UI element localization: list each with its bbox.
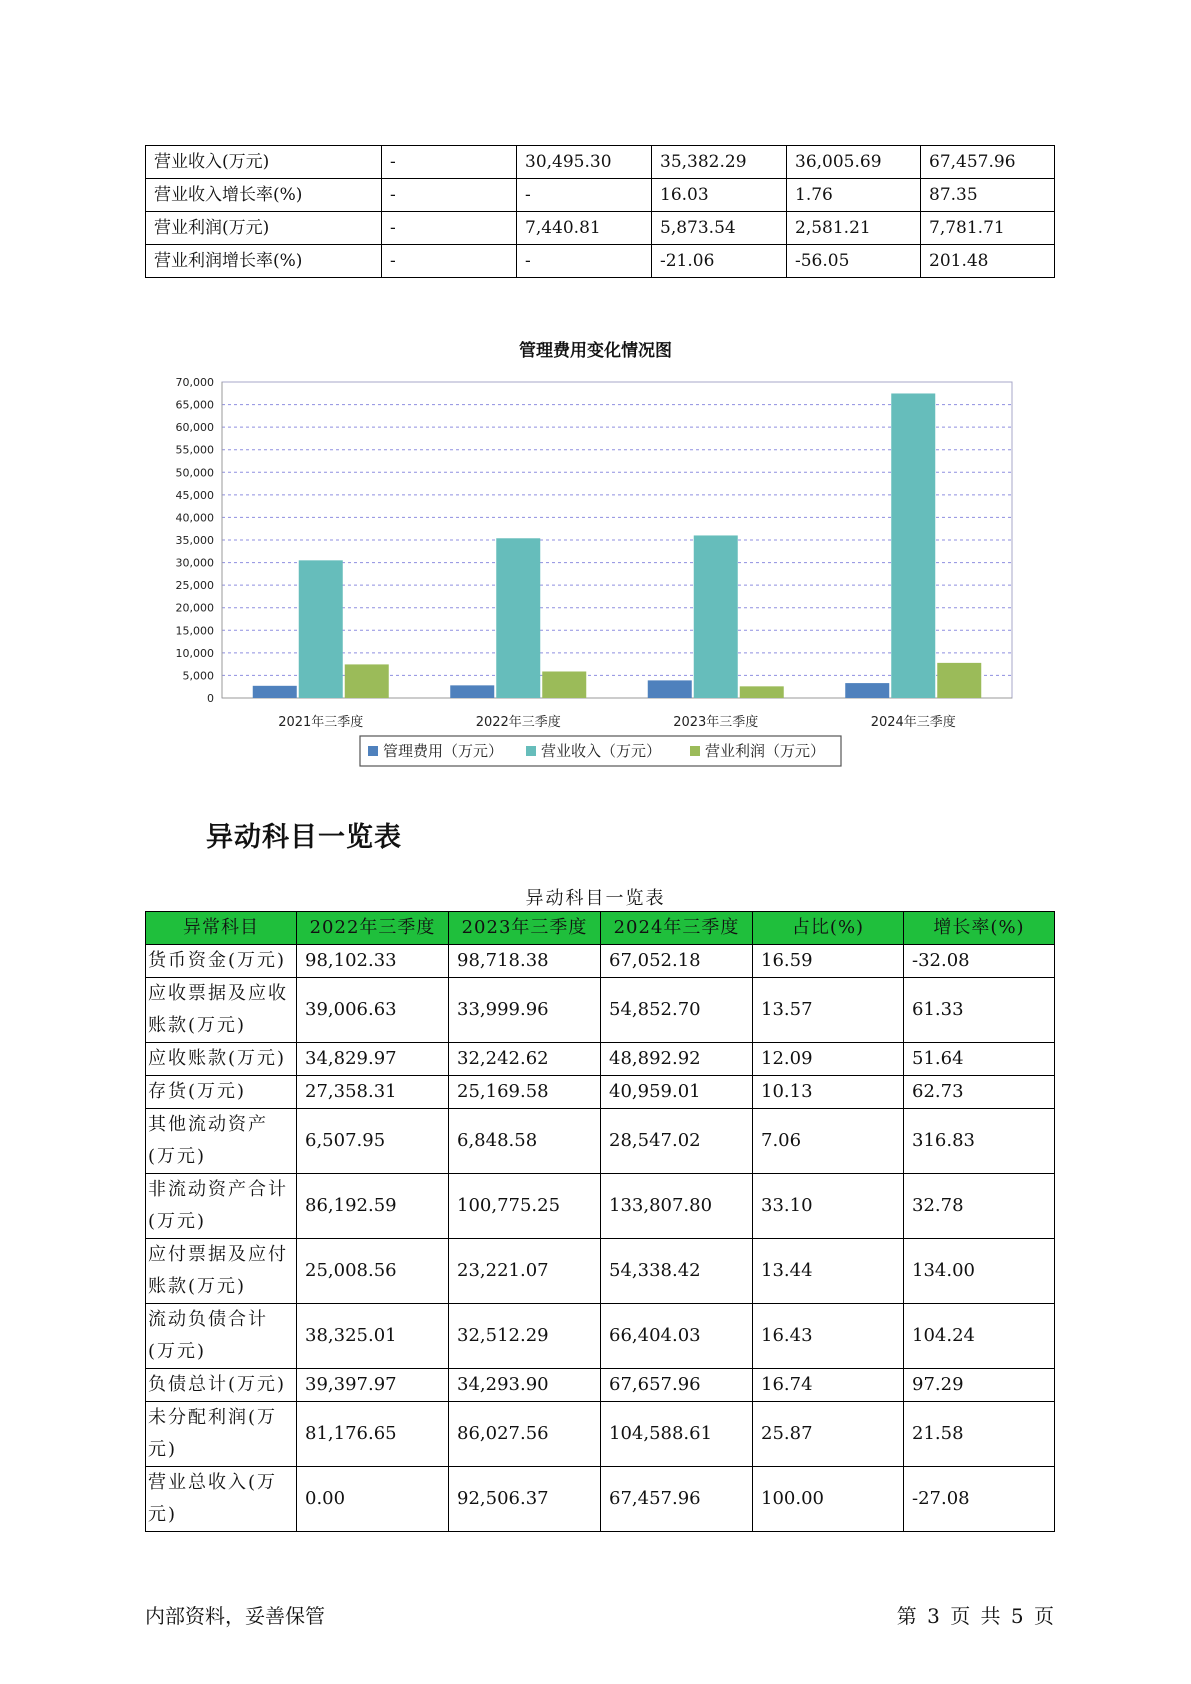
table-cell: 1.76 — [787, 179, 921, 212]
table-row — [146, 245, 1055, 278]
table-cell: 62.73 — [904, 1076, 1055, 1109]
table-cell: 0.00 — [297, 1467, 449, 1532]
table-header-row — [146, 912, 1055, 945]
table-cell: 25,169.58 — [449, 1076, 601, 1109]
table-cell: 61.33 — [904, 978, 1055, 1043]
table-cell: 7,440.81 — [517, 212, 652, 245]
table-cell: -27.08 — [904, 1467, 1055, 1532]
legend-label: 营业利润（万元） — [705, 742, 826, 760]
bar — [937, 663, 981, 698]
table-cell: 67,457.96 — [601, 1467, 753, 1532]
bar — [845, 683, 889, 698]
table-cell: 25.87 — [753, 1402, 904, 1467]
table-cell: 92,506.37 — [449, 1467, 601, 1532]
row-label: 流动负债合计(万元) — [146, 1304, 297, 1369]
bar — [542, 671, 586, 698]
table-cell: 5,873.54 — [652, 212, 787, 245]
table-cell: 316.83 — [904, 1109, 1055, 1174]
table-row — [146, 1402, 1055, 1467]
table-cell: 16.03 — [652, 179, 787, 212]
table-cell: 25,008.56 — [297, 1239, 449, 1304]
table-row — [146, 212, 1055, 245]
section-heading: 异动科目一览表 — [206, 822, 402, 853]
table-cell: - — [382, 245, 517, 278]
y-tick-label: 15,000 — [175, 624, 214, 638]
table-cell: 34,829.97 — [297, 1043, 449, 1076]
bar — [891, 393, 935, 698]
y-tick-label: 0 — [207, 692, 214, 705]
row-label: 应收账款(万元) — [146, 1043, 297, 1076]
table-cell: 28,547.02 — [601, 1109, 753, 1174]
row-label: 营业总收入(万元) — [146, 1467, 297, 1532]
table-row — [146, 1467, 1055, 1532]
table-cell: 134.00 — [904, 1239, 1055, 1304]
table-cell: 35,382.29 — [652, 146, 787, 179]
table-cell: 33.10 — [753, 1174, 904, 1239]
table-cell: 16.59 — [753, 945, 904, 978]
column-header: 占比(%) — [753, 912, 904, 945]
table-cell: 27,358.31 — [297, 1076, 449, 1109]
table-cell: - — [517, 245, 652, 278]
row-label: 非流动资产合计(万元) — [146, 1174, 297, 1239]
row-label: 营业收入增长率(%) — [146, 179, 382, 212]
table-cell: 21.58 — [904, 1402, 1055, 1467]
table-cell: 104.24 — [904, 1304, 1055, 1369]
table-cell: 32.78 — [904, 1174, 1055, 1239]
bar — [450, 685, 494, 698]
table-cell: 12.09 — [753, 1043, 904, 1076]
bar — [496, 538, 540, 698]
y-tick-label: 55,000 — [175, 443, 214, 457]
table-cell: 66,404.03 — [601, 1304, 753, 1369]
table-cell: - — [382, 212, 517, 245]
y-tick-label: 40,000 — [175, 511, 214, 525]
table-cell: 39,006.63 — [297, 978, 449, 1043]
table-cell: 51.64 — [904, 1043, 1055, 1076]
bar-chart — [145, 370, 1045, 790]
row-label: 负债总计(万元) — [146, 1369, 297, 1402]
table-cell: 30,495.30 — [517, 146, 652, 179]
y-tick-label: 35,000 — [175, 534, 214, 547]
table-cell: 40,959.01 — [601, 1076, 753, 1109]
bar — [345, 664, 389, 698]
table-row — [146, 945, 1055, 978]
table-cell: 6,848.58 — [449, 1109, 601, 1174]
x-tick-label: 2024年三季度 — [870, 715, 956, 730]
table-row — [146, 1043, 1055, 1076]
table-cell: - — [382, 146, 517, 179]
bar — [694, 535, 738, 698]
legend-label: 营业收入（万元） — [541, 742, 662, 760]
footer-confidential-note: 内部资料，妥善保管 — [145, 1604, 325, 1628]
y-tick-label: 5,000 — [182, 669, 214, 683]
y-tick-label: 25,000 — [175, 579, 214, 593]
row-label: 营业利润增长率(%) — [146, 245, 382, 278]
table-cell: 7.06 — [753, 1109, 904, 1174]
chart-title: 管理费用变化情况图 — [519, 341, 672, 361]
y-tick-label: 70,000 — [175, 376, 214, 389]
column-header: 2023年三季度 — [449, 912, 601, 945]
x-tick-label: 2021年三季度 — [278, 715, 364, 730]
table-cell: 87.35 — [921, 179, 1055, 212]
table-cell: 23,221.07 — [449, 1239, 601, 1304]
legend-swatch — [526, 746, 536, 756]
y-tick-label: 50,000 — [175, 466, 214, 480]
table-cell: 54,338.42 — [601, 1239, 753, 1304]
table-cell: - — [382, 179, 517, 212]
table-cell: - — [517, 179, 652, 212]
anomaly-table — [145, 911, 1055, 1532]
table-cell: 36,005.69 — [787, 146, 921, 179]
table-row — [146, 146, 1055, 179]
y-tick-label: 45,000 — [175, 488, 214, 502]
y-tick-label: 20,000 — [175, 601, 214, 615]
table-cell: 86,027.56 — [449, 1402, 601, 1467]
table-row — [146, 1304, 1055, 1369]
table-row — [146, 978, 1055, 1043]
bar — [253, 686, 297, 698]
top-financial-table — [145, 145, 1055, 278]
table-cell: 13.44 — [753, 1239, 904, 1304]
table-row — [146, 1239, 1055, 1304]
row-label: 存货(万元) — [146, 1076, 297, 1109]
table-cell: 16.43 — [753, 1304, 904, 1369]
table-cell: 34,293.90 — [449, 1369, 601, 1402]
table-cell: 2,581.21 — [787, 212, 921, 245]
column-header: 2022年三季度 — [297, 912, 449, 945]
table-cell: -21.06 — [652, 245, 787, 278]
table-cell: 133,807.80 — [601, 1174, 753, 1239]
row-label: 应付票据及应付账款(万元) — [146, 1239, 297, 1304]
table-caption: 异动科目一览表 — [525, 888, 666, 909]
table-cell: 7,781.71 — [921, 212, 1055, 245]
table-cell: 100.00 — [753, 1467, 904, 1532]
bar — [299, 560, 343, 698]
column-header: 异常科目 — [146, 912, 297, 945]
row-label: 其他流动资产(万元) — [146, 1109, 297, 1174]
table-cell: 86,192.59 — [297, 1174, 449, 1239]
table-cell: 97.29 — [904, 1369, 1055, 1402]
legend-swatch — [690, 746, 700, 756]
table-row — [146, 179, 1055, 212]
table-cell: 6,507.95 — [297, 1109, 449, 1174]
row-label: 应收票据及应收账款(万元) — [146, 978, 297, 1043]
legend-swatch — [368, 746, 378, 756]
table-row — [146, 1109, 1055, 1174]
table-cell: 16.74 — [753, 1369, 904, 1402]
row-label: 未分配利润(万元) — [146, 1402, 297, 1467]
y-tick-label: 30,000 — [175, 556, 214, 570]
table-cell: 98,102.33 — [297, 945, 449, 978]
y-tick-label: 65,000 — [175, 398, 214, 412]
table-cell: -32.08 — [904, 945, 1055, 978]
table-cell: 10.13 — [753, 1076, 904, 1109]
y-tick-label: 60,000 — [175, 421, 214, 435]
table-row — [146, 1076, 1055, 1109]
footer-page-number: 第 3 页 共 5 页 — [896, 1604, 1054, 1628]
table-cell: 67,052.18 — [601, 945, 753, 978]
column-header: 2024年三季度 — [601, 912, 753, 945]
table-cell: 54,852.70 — [601, 978, 753, 1043]
table-cell: -56.05 — [787, 245, 921, 278]
table-cell: 13.57 — [753, 978, 904, 1043]
table-cell: 100,775.25 — [449, 1174, 601, 1239]
row-label: 营业利润(万元) — [146, 212, 382, 245]
table-cell: 104,588.61 — [601, 1402, 753, 1467]
x-tick-label: 2022年三季度 — [475, 715, 561, 730]
table-cell: 32,512.29 — [449, 1304, 601, 1369]
row-label: 货币资金(万元) — [146, 945, 297, 978]
table-cell: 98,718.38 — [449, 945, 601, 978]
table-cell: 67,457.96 — [921, 146, 1055, 179]
bar — [648, 680, 692, 698]
table-cell: 81,176.65 — [297, 1402, 449, 1467]
table-cell: 201.48 — [921, 245, 1055, 278]
bar — [740, 686, 784, 698]
table-cell: 38,325.01 — [297, 1304, 449, 1369]
table-row — [146, 1369, 1055, 1402]
legend-label: 管理费用（万元） — [383, 742, 504, 760]
column-header: 增长率(%) — [904, 912, 1055, 945]
table-cell: 39,397.97 — [297, 1369, 449, 1402]
row-label: 营业收入(万元) — [146, 146, 382, 179]
y-tick-label: 10,000 — [175, 646, 214, 660]
table-cell: 48,892.92 — [601, 1043, 753, 1076]
table-row — [146, 1174, 1055, 1239]
table-cell: 33,999.96 — [449, 978, 601, 1043]
table-cell: 32,242.62 — [449, 1043, 601, 1076]
x-tick-label: 2023年三季度 — [673, 715, 759, 730]
table-cell: 67,657.96 — [601, 1369, 753, 1402]
